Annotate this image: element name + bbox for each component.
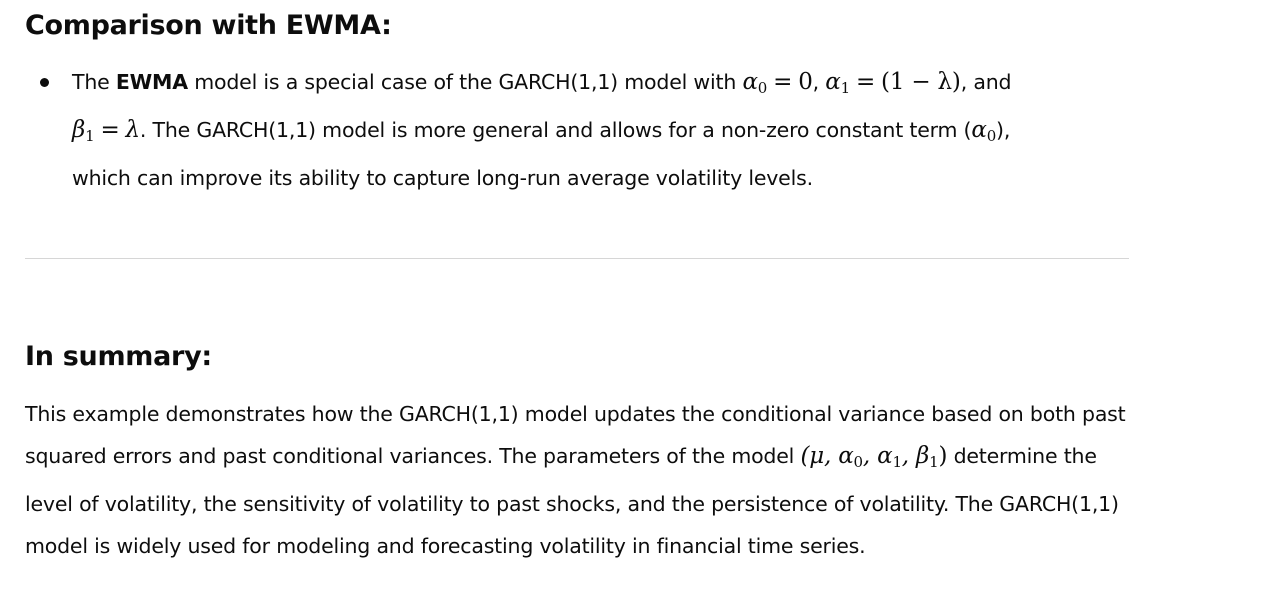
ewma-term: EWMA [115,70,188,94]
section-heading-comparison: Comparison with EWMA: [25,10,392,41]
math-parameters: (μ, $\alpha_0$, $\alpha_1$, $\beta_1$) [800,443,948,471]
math-alpha0: $\alpha_0$ [971,117,997,145]
text: The [72,70,116,94]
text: which can improve its ability to capture long-run average volatility levels. [72,166,813,190]
math-alpha0-eq-zero: $\alpha_0 = 0$ [742,69,813,97]
text: determine the level of volatility, the sensitivity of volatility to past shocks, and the persistence of volatility. The GARCH(1,1) model is widely used for modeling and forecasting volatility in financial time series. [25,444,1119,558]
section-heading-summary: In summary: [25,341,212,372]
list-item [25,61,1129,199]
bullet-dot [40,78,49,87]
text: . The GARCH(1,1) model is more general and allows for a non-zero constant term ( [139,118,972,142]
math-beta1-eq-lambda: $\beta_1 = \lambda$ [72,117,140,145]
summary-paragraph [25,393,1129,567]
text: , and [960,70,1012,94]
math-alpha1-eq-one-minus-lambda: $\alpha_1 = (1 - \lambda)$ [825,69,961,97]
horizontal-divider [25,258,1129,259]
text: This example demonstrates how the GARCH(1,1) model updates the conditional variance based on both past squared errors and past conditional variances. The parameters of the model [25,402,1126,468]
text: , [812,70,826,94]
bullet-list [25,61,1129,199]
text: ), [996,118,1011,142]
text: model is a special case of the GARCH(1,1) model with [187,70,743,94]
